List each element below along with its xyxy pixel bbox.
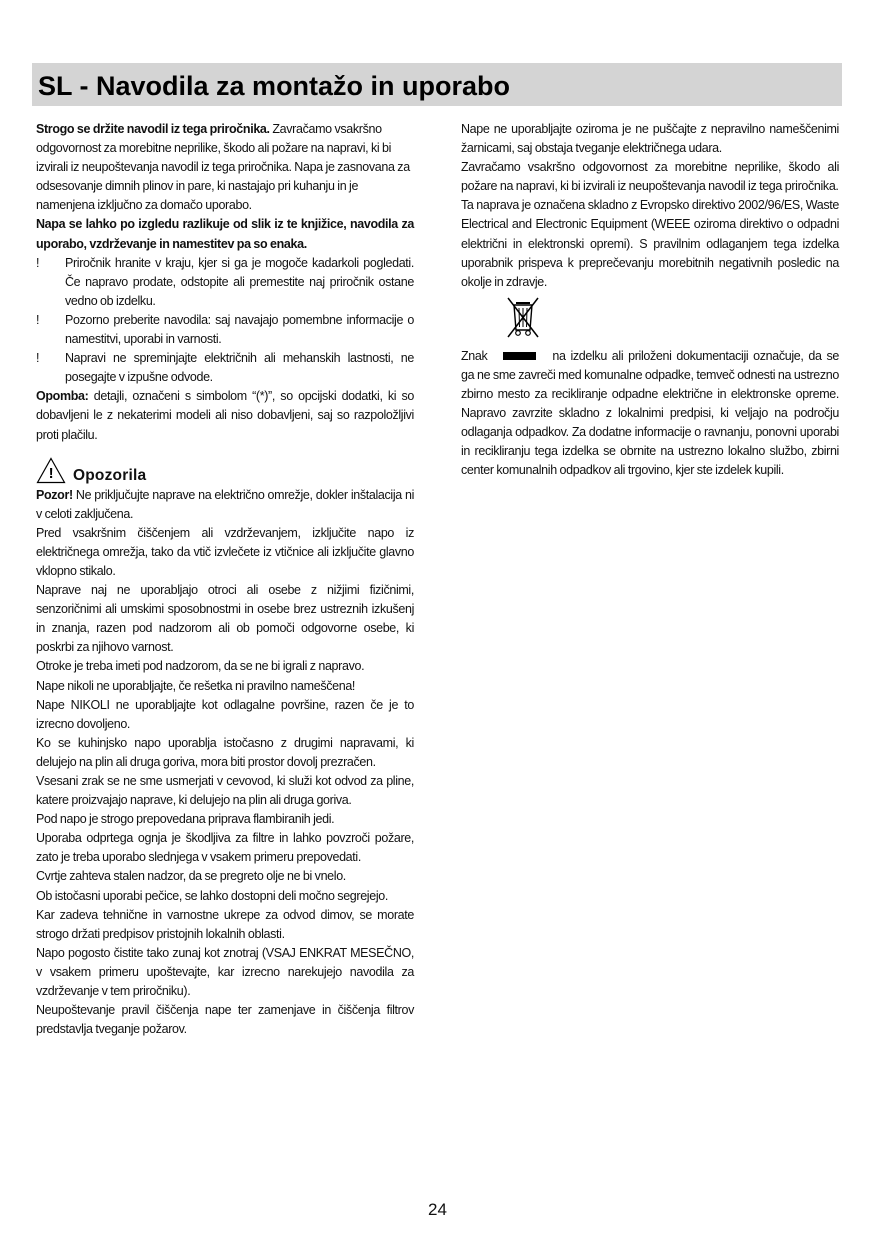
intro-text: Zavračamo vsakršno odgovornost za morebitne neprilike, škodo ali požare na napravi, ki bi izvirali iz neupoštevanja navodil iz tega priročnika. Napa je zasnovana za odsesovanje dimnih plinov in pare, ki nastajajo pri kuhanju in je namenjena izključno za domačo uporabo. <box>36 122 410 213</box>
caution-paragraph <box>36 486 414 524</box>
right-paragraph: Ta naprava je označena skladno z Evropsko direktivo 2002/96/ES, Waste Electrical and Electronic Equipment (WEEE oziroma direktivo o odpadni električni in elektronski opremi). S pravilnim odlaganjem tega izdelka uporabnik prispeva k preprečevanju morebitnih negativnih posledic na okolje in zdravje. <box>461 198 839 289</box>
warning-paragraph: Nape nikoli ne uporabljajte, če rešetka ni pravilno nameščena! <box>36 678 356 693</box>
bullet-text: Napravi ne spreminjajte električnih ali mehanskih lastnosti, ne posegajte v izpušne odvode. <box>65 351 414 385</box>
right-paragraph: Nape ne uporabljajte oziroma je ne puščajte z nepravilno nameščenimi žarnicami, saj obstaja tveganje električnega udara. <box>461 122 839 156</box>
note-paragraph <box>36 387 414 444</box>
right-column <box>461 120 839 481</box>
warning-paragraph: Vsesani zrak se ne sme usmerjati v cevovod, ki služi kot odvod za pline, katere proizvajajo naprave, ki delujejo na plin ali druga goriva. <box>36 774 414 808</box>
warning-title: Opozorila <box>73 467 147 485</box>
bullet-item <box>36 311 414 349</box>
page-number: 24 <box>428 1200 447 1219</box>
warning-paragraph: Napo pogosto čistite tako zunaj kot znotraj (VSAJ ENKRAT MESEČNO, v vsakem primeru upoštevajte, kar izrecno narekujejo navodila za vzdrževanje v tem priročniku). <box>36 945 414 999</box>
weee-symbol-area <box>461 292 839 347</box>
warning-paragraph: Pred vsakršnim čiščenjem ali vzdrževanjem, izključite napo iz električnega omrežja, tako da vtič izvlečete iz vtičnice ali izključite glavno vklopno stikalo. <box>36 525 414 578</box>
warning-paragraph: Uporaba odprtega ognja je škodljiva za filtre in lahko povzroči požare, zato je treba uporabo slednjega v vsakem primeru prepovedati. <box>36 831 414 865</box>
znak-text: na izdelku ali priloženi dokumentaciji označuje, da se ga ne sme zavreči med komunalne odpadke, temveč odnesti na ustrezno zbirno mesto za recikliranje odpadne električne in elektronske opreme. Napravo zavrzite skladno z lokalnimi predpisi, ki veljajo na področju odlaganja odpadkov. Za dodatne informacije o ravnanju, ponovni uporabi in recikliranju tega izdelka se obrnite na ustrezno lokalno službo, zbirni center komunalnih odpadkov ali trgovino, kjer ste izdelek kupili. <box>461 348 839 478</box>
note-label: Opomba: <box>36 389 89 404</box>
znak-paragraph <box>461 347 839 481</box>
bullet-text: Pozorno preberite navodila: saj navajajo pomembne informacije o namestitvi, uporabi in varnosti. <box>65 312 414 347</box>
warning-paragraph: Nape NIKOLI ne uporabljajte kot odlagalne površine, razen če je to izrecno dovoljeno. <box>36 697 414 731</box>
caution-text: Ne priključujte naprave na električno omrežje, dokler inštalacija ni v celoti zaključena. <box>36 487 415 521</box>
warning-paragraph: Ko se kuhinjsko napo uporablja istočasno z drugimi napravami, ki delujejo na plin ali druga goriva, mora biti prostor dovolj prezračen. <box>36 735 414 769</box>
exclamation-bullet: ! <box>36 312 40 327</box>
appearance-notice: Napa se lahko po izgledu razlikuje od slik iz te knjižice, navodila za uporabo, vzdrževanje in namestitev pa so enaka. <box>36 217 414 251</box>
bullet-text: Priročnik hranite v kraju, kjer si ga je mogoče kadarkoli pogledati. Če napravo prodate, odstopite ali premestite naj priročnik ostane vedno ob izdelku. <box>65 255 414 308</box>
intro-paragraph <box>36 120 414 215</box>
bullet-item <box>36 254 414 311</box>
caution-label: Pozor! <box>36 487 73 502</box>
warning-heading <box>36 456 414 486</box>
warning-paragraph: Kar zadeva tehnične in varnostne ukrepe za odvod dimov, se morate strogo držati predpisov pristojnih lokalnih oblasti. <box>36 907 414 941</box>
left-column <box>36 120 414 1039</box>
title-bar <box>32 63 842 106</box>
bullet-item <box>36 349 414 387</box>
warning-triangle-icon <box>36 457 66 484</box>
note-text: detajli, označeni s simbolom “(*)”, so opcijski dodatki, ki so dobavljeni le z nekaterimi modeli ali niso dobavljeni, saj so razpoložljivi proti plačilu. <box>36 389 414 442</box>
black-bar-symbol <box>503 352 536 360</box>
exclamation-bullet: ! <box>36 255 40 270</box>
warning-paragraph: Cvrtje zahteva stalen nadzor, da se pregreto olje ne bi vnelo. <box>36 869 346 884</box>
warning-icon-mark: ! <box>48 465 54 483</box>
warning-paragraph: Ob istočasni uporabi pečice, se lahko dostopni deli močno segrejejo. <box>36 888 388 903</box>
crossed-bin-icon <box>503 294 543 340</box>
warning-paragraph: Neupoštevanje pravil čiščenja nape ter zamenjave in čiščenja filtrov predstavlja tveganje požarov. <box>36 1003 414 1037</box>
warning-paragraph: Otroke je treba imeti pod nadzorom, da se ne bi igrali z napravo. <box>36 659 365 674</box>
exclamation-bullet: ! <box>36 351 40 366</box>
warning-paragraph: Naprave naj ne uporabljajo otroci ali osebe z nižjimi fizičnimi, senzoričnimi ali umskimi sposobnostmi in osebe brez ustreznih izkušenj in znanja, razen pod nadzorom ali ob pomoči odgovorne osebe, ki poskrbi za njihovo varnost. <box>36 583 414 655</box>
page-title: SL - Navodila za montažo in uporabo <box>38 71 511 101</box>
znak-label: Znak <box>461 348 488 363</box>
warning-paragraph: Pod napo je strogo prepovedana priprava flambiranih jedi. <box>36 812 335 827</box>
intro-bold: Strogo se držite navodil iz tega priročnika. <box>36 122 270 136</box>
right-paragraph: Zavračamo vsakršno odgovornost za morebitne neprilike, škodo ali požare na napravi, ki bi izvirali iz neupoštevanja navodil iz tega priročnika. <box>461 160 839 194</box>
